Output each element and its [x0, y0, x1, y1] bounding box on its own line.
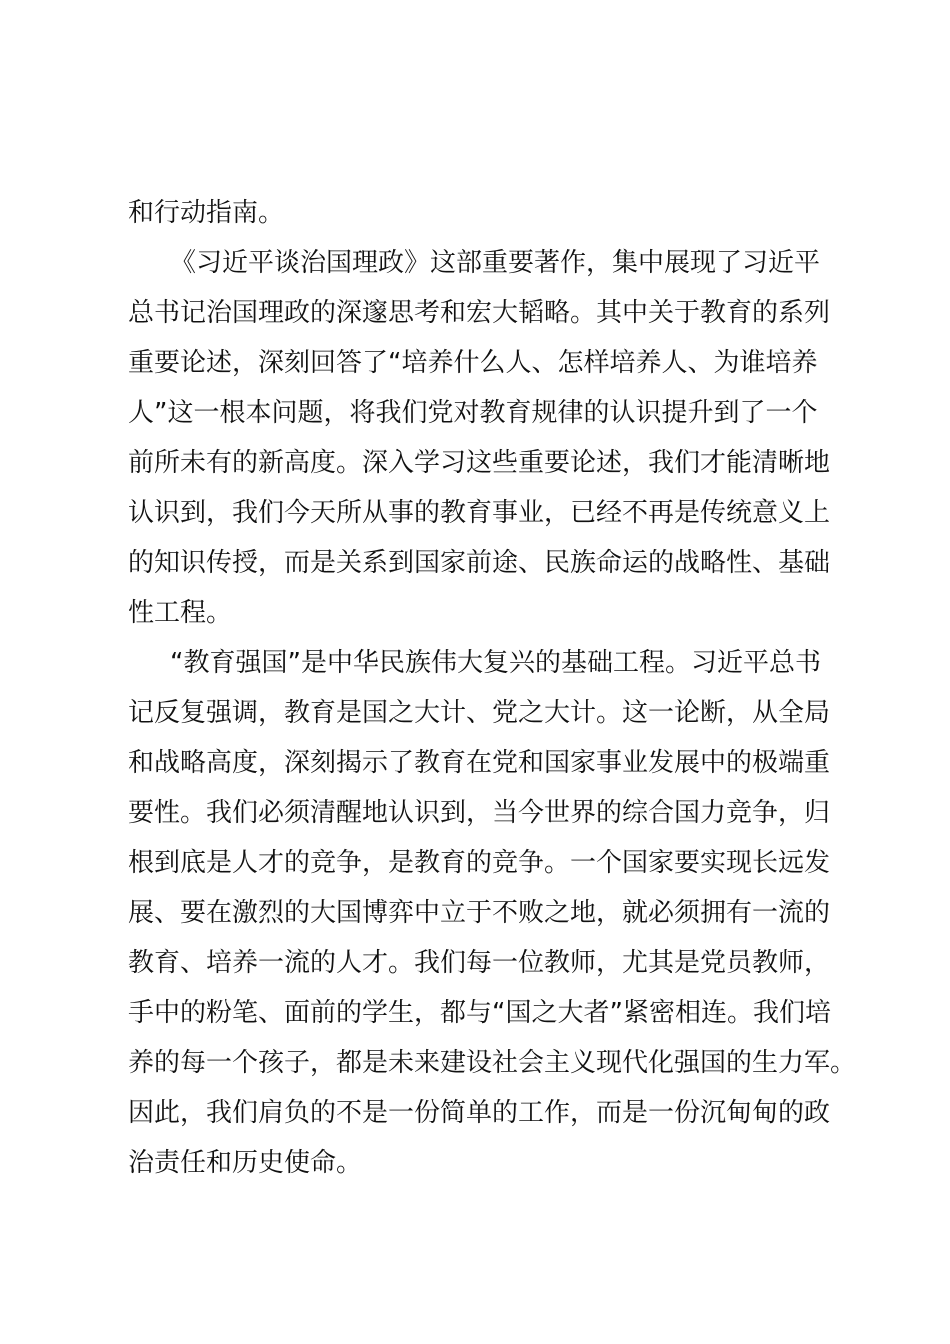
document-body — [128, 188, 857, 1188]
text-line: 展、要在激烈的大国博弈中立于不败之地，就必须拥有一流的 — [128, 898, 831, 928]
text-line: 认识到，我们今天所从事的教育事业，已经不再是传统意义上 — [128, 498, 831, 528]
paragraph — [128, 638, 857, 1188]
text-line: 养的每一个孩子，都是未来建设社会主义现代化强国的生力军。 — [128, 1048, 857, 1078]
text-line: 《习近平谈治国理政》这部重要著作，集中展现了习近平 — [170, 248, 821, 278]
text-line: 因此，我们肩负的不是一份简单的工作，而是一份沉甸甸的政 — [128, 1098, 831, 1128]
text-line: 总书记治国理政的深邃思考和宏大韬略。其中关于教育的系列 — [128, 298, 831, 328]
text-line: 手中的粉笔、面前的学生，都与“国之大者”紧密相连。我们培 — [128, 998, 831, 1028]
text-line: 和行动指南。 — [128, 198, 285, 228]
text-line: 和战略高度，深刻揭示了教育在党和国家事业发展中的极端重 — [128, 748, 831, 778]
text-line: 的知识传授，而是关系到国家前途、民族命运的战略性、基础 — [128, 548, 831, 578]
text-line: 要性。我们必须清醒地认识到，当今世界的综合国力竞争，归 — [128, 798, 831, 828]
text-line: 前所未有的新高度。深入学习这些重要论述，我们才能清晰地 — [128, 448, 831, 478]
text-line: 根到底是人才的竞争，是教育的竞争。一个国家要实现长远发 — [128, 848, 831, 878]
text-line: 教育、培养一流的人才。我们每一位教师，尤其是党员教师， — [128, 948, 831, 978]
text-line: 人”这一根本问题，将我们党对教育规律的认识提升到了一个 — [128, 398, 818, 428]
text-line: “教育强国”是中华民族伟大复兴的基础工程。习近平总书 — [170, 648, 821, 678]
paragraph — [128, 238, 848, 638]
text-line: 治责任和历史使命。 — [128, 1148, 363, 1178]
text-line: 重要论述，深刻回答了“培养什么人、怎样培养人、为谁培养 — [128, 348, 818, 378]
text-line: 性工程。 — [128, 598, 233, 628]
text-line: 记反复强调，教育是国之大计、党之大计。这一论断，从全局 — [128, 698, 831, 728]
paragraph — [128, 188, 848, 238]
